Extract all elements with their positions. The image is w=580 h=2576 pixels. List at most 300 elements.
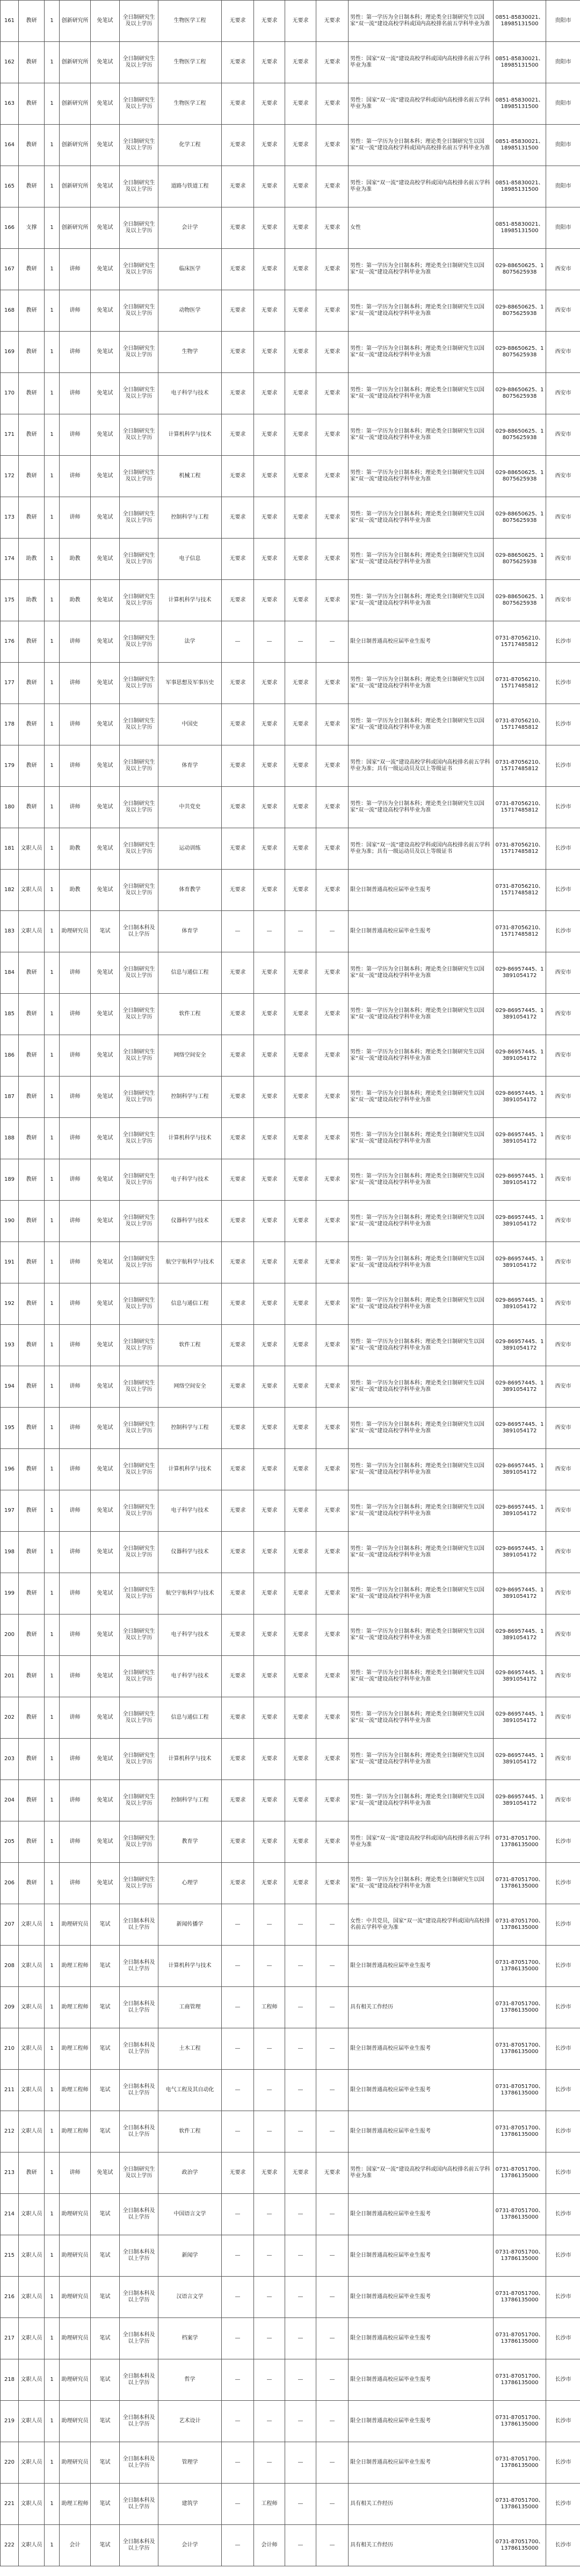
cell-count: 1 [45, 414, 60, 456]
cell-exam: 免笔试 [91, 1035, 120, 1077]
cell-no: 193 [1, 1325, 19, 1366]
cell-cat: 助理工程师 [60, 1987, 91, 2028]
cell-exam: 免笔试 [91, 745, 120, 787]
cell-req: 男性：第一学历为全日制本科；理论类全日制研究生以国家“双一流”建设高校学科毕业为准 [349, 332, 494, 373]
cell-exp: — [316, 2318, 349, 2359]
cell-title: 无要求 [254, 1490, 285, 1532]
cell-req: 男性：第一学历为全日制本科；理论类全日制研究生以国家“双一流”建设高校学科毕业为准 [349, 1283, 494, 1325]
cell-count: 1 [45, 1863, 60, 1904]
cell-exp: — [316, 2484, 349, 2525]
cell-cat: 讲师 [60, 1615, 91, 1656]
cell-place: 长沙市 [546, 870, 580, 911]
cell-cert: — [285, 2194, 316, 2235]
cell-cat: 讲师 [60, 1201, 91, 1242]
cell-place: 西安市 [546, 1159, 580, 1201]
cell-count: 1 [45, 1780, 60, 1821]
cell-major: 军事思想及军事历史 [158, 663, 222, 704]
cell-exam: 免笔试 [91, 952, 120, 994]
cell-major: 控制科学与工程 [158, 1408, 222, 1449]
cell-cert: — [285, 2401, 316, 2442]
cell-edu: 全日制研究生及以上学历 [120, 1863, 158, 1904]
cell-exp: 无要求 [316, 787, 349, 828]
cell-edu: 全日制本科及以上学历 [120, 2028, 158, 2070]
cell-cert: — [285, 1987, 316, 2028]
cell-post: 文职人员 [19, 1987, 45, 2028]
table-row [1, 1201, 580, 1242]
cell-no: 169 [1, 332, 19, 373]
cell-count: 1 [45, 1035, 60, 1077]
cell-cat: 讲师 [60, 1573, 91, 1615]
cell-major: 计算机科学与技术 [158, 1739, 222, 1780]
cell-cat: 创新研究所 [60, 42, 91, 83]
table-row [1, 125, 580, 166]
cell-cert: 无要求 [285, 1615, 316, 1656]
cell-title: — [254, 2277, 285, 2318]
cell-count: 1 [45, 1077, 60, 1118]
cell-exam: 笔试 [91, 2111, 120, 2152]
table-row [1, 745, 580, 787]
cell-exam: 免笔试 [91, 1697, 120, 1739]
cell-exp: 无要求 [316, 1201, 349, 1242]
cell-cat: 讲师 [60, 704, 91, 745]
cell-edu: 全日制研究生及以上学历 [120, 249, 158, 290]
cell-exp: 无要求 [316, 539, 349, 580]
cell-cat: 讲师 [60, 745, 91, 787]
cell-exam: 免笔试 [91, 1821, 120, 1863]
cell-title: 无要求 [254, 1780, 285, 1821]
cell-exam: 免笔试 [91, 1159, 120, 1201]
cell-cat: 讲师 [60, 1408, 91, 1449]
cell-age: 无要求 [222, 1159, 254, 1201]
cell-phone: 0731-87051700、13786135000 [494, 2318, 546, 2359]
cell-major: 运动训练 [158, 828, 222, 870]
cell-req: 限全日制普通高校应届毕业生报考 [349, 1946, 494, 1987]
cell-cat: 讲师 [60, 1077, 91, 1118]
cell-edu: 全日制研究生及以上学历 [120, 1697, 158, 1739]
cell-count: 1 [45, 704, 60, 745]
cell-cat: 创新研究所 [60, 207, 91, 249]
cell-title: 无要求 [254, 42, 285, 83]
cell-age: 无要求 [222, 1118, 254, 1159]
cell-exam: 免笔试 [91, 42, 120, 83]
cell-title: 无要求 [254, 1035, 285, 1077]
cell-exp: 无要求 [316, 83, 349, 125]
cell-exam: 免笔试 [91, 1366, 120, 1408]
cell-cert: 无要求 [285, 1863, 316, 1904]
cell-req: 男性：第一学历为全日制本科；理论类全日制研究生以国家“双一流”建设高校学科或国内高校排名前五学科毕业为准 [349, 1, 494, 42]
cell-place: 西安市 [546, 1035, 580, 1077]
cell-no: 221 [1, 2484, 19, 2525]
cell-place: 长沙市 [546, 2194, 580, 2235]
cell-no: 166 [1, 207, 19, 249]
cell-exam: 免笔试 [91, 994, 120, 1035]
cell-title: 无要求 [254, 1201, 285, 1242]
cell-major: 计算机科学与技术 [158, 414, 222, 456]
table-row [1, 1573, 580, 1615]
cell-count: 1 [45, 1490, 60, 1532]
cell-title: — [254, 2442, 285, 2484]
cell-exp: 无要求 [316, 1573, 349, 1615]
cell-title: — [254, 2318, 285, 2359]
cell-cat: 讲师 [60, 1490, 91, 1532]
cell-post: 教研 [19, 42, 45, 83]
cell-title: 无要求 [254, 994, 285, 1035]
cell-exp: — [316, 2525, 349, 2566]
cell-req: 男性：国家“双一流”建设高校学科或国内高校排名前五学科毕业为准 [349, 83, 494, 125]
cell-cat: 助理研究员 [60, 1904, 91, 1946]
cell-req: 男性：第一学历为全日制本科；理论类全日制研究生以国家“双一流”建设高校学科毕业为准 [349, 1573, 494, 1615]
table-row [1, 1077, 580, 1118]
cell-title: — [254, 1904, 285, 1946]
cell-place: 西安市 [546, 373, 580, 414]
cell-place: 贵阳市 [546, 42, 580, 83]
table-row [1, 1780, 580, 1821]
cell-age: 无要求 [222, 787, 254, 828]
cell-exp: 无要求 [316, 1, 349, 42]
table-row [1, 1987, 580, 2028]
table-row [1, 1904, 580, 1946]
cell-major: 哲学 [158, 2359, 222, 2401]
cell-phone: 0731-87051700、13786135000 [494, 2194, 546, 2235]
cell-title: 无要求 [254, 580, 285, 621]
cell-req: 限全日制普通高校应届毕业生报考 [349, 911, 494, 952]
cell-count: 1 [45, 1159, 60, 1201]
cell-place: 西安市 [546, 1366, 580, 1408]
cell-age: 无要求 [222, 42, 254, 83]
cell-count: 1 [45, 2442, 60, 2484]
cell-place: 长沙市 [546, 2401, 580, 2442]
table-row [1, 1490, 580, 1532]
cell-cert: 无要求 [285, 1366, 316, 1408]
cell-exp: 无要求 [316, 1780, 349, 1821]
cell-req: 限全日制普通高校应届毕业生报考 [349, 2111, 494, 2152]
cell-edu: 全日制研究生及以上学历 [120, 1449, 158, 1490]
cell-title: — [254, 2194, 285, 2235]
cell-age: — [222, 1946, 254, 1987]
cell-cert: 无要求 [285, 787, 316, 828]
cell-req: 男性：第一学历为全日制本科；理论类全日制研究生以国家“双一流”建设高校学科毕业为准 [349, 580, 494, 621]
table-row [1, 994, 580, 1035]
cell-exam: 免笔试 [91, 1780, 120, 1821]
cell-exam: 免笔试 [91, 1573, 120, 1615]
cell-title: 无要求 [254, 456, 285, 497]
cell-req: 女性：中共党员，国家“双一流”建设高校学科或国内高校排名前五学科毕业为准 [349, 1904, 494, 1946]
cell-exp: 无要求 [316, 2152, 349, 2194]
cell-cert: — [285, 2359, 316, 2401]
cell-exp: — [316, 2070, 349, 2111]
cell-no: 162 [1, 42, 19, 83]
cell-exp: — [316, 2028, 349, 2070]
cell-cert: — [285, 2484, 316, 2525]
cell-major: 电子科学与技术 [158, 373, 222, 414]
cell-exp: 无要求 [316, 207, 349, 249]
cell-age: 无要求 [222, 497, 254, 539]
cell-exam: 笔试 [91, 2442, 120, 2484]
cell-no: 220 [1, 2442, 19, 2484]
cell-cat: 助理研究员 [60, 2442, 91, 2484]
table-row [1, 2484, 580, 2525]
cell-title: 会计师 [254, 2525, 285, 2566]
cell-exam: 免笔试 [91, 828, 120, 870]
cell-exp: 无要求 [316, 497, 349, 539]
cell-phone: 0731-87051700、13786135000 [494, 1863, 546, 1904]
cell-count: 1 [45, 911, 60, 952]
table-row [1, 1697, 580, 1739]
cell-major: 电子信息 [158, 539, 222, 580]
cell-req: 限全日制普通高校应届毕业生报考 [349, 2194, 494, 2235]
cell-title: 无要求 [254, 2152, 285, 2194]
cell-phone: 029-86957445、13891054172 [494, 994, 546, 1035]
cell-cert: 无要求 [285, 166, 316, 207]
cell-major: 仪器科学与技术 [158, 1532, 222, 1573]
cell-exp: 无要求 [316, 1159, 349, 1201]
cell-no: 178 [1, 704, 19, 745]
table-row [1, 1863, 580, 1904]
cell-post: 文职人员 [19, 1946, 45, 1987]
cell-exam: 笔试 [91, 2277, 120, 2318]
cell-cat: 助理工程师 [60, 2111, 91, 2152]
cell-major: 体育教学 [158, 870, 222, 911]
cell-post: 教研 [19, 166, 45, 207]
cell-age: 无要求 [222, 539, 254, 580]
cell-edu: 全日制研究生及以上学历 [120, 1325, 158, 1366]
cell-major: 新闻传播学 [158, 1904, 222, 1946]
cell-age: 无要求 [222, 1615, 254, 1656]
cell-exp: 无要求 [316, 580, 349, 621]
cell-exam: 笔试 [91, 2401, 120, 2442]
cell-place: 西安市 [546, 1283, 580, 1325]
cell-post: 教研 [19, 497, 45, 539]
cell-count: 1 [45, 125, 60, 166]
cell-place: 西安市 [546, 952, 580, 994]
cell-phone: 029-86957445、13891054172 [494, 1615, 546, 1656]
cell-count: 1 [45, 994, 60, 1035]
cell-major: 电子科学与技术 [158, 1490, 222, 1532]
cell-title: — [254, 2235, 285, 2277]
cell-cat: 讲师 [60, 249, 91, 290]
cell-count: 1 [45, 663, 60, 704]
table-row [1, 207, 580, 249]
cell-place: 西安市 [546, 1615, 580, 1656]
cell-post: 文职人员 [19, 2318, 45, 2359]
cell-req: 限全日制普通高校应届毕业生报考 [349, 2235, 494, 2277]
cell-cat: 创新研究所 [60, 166, 91, 207]
table-row [1, 373, 580, 414]
cell-cat: 讲师 [60, 456, 91, 497]
cell-no: 215 [1, 2235, 19, 2277]
table-row [1, 2152, 580, 2194]
table-row [1, 166, 580, 207]
table-row [1, 1532, 580, 1573]
cell-place: 西安市 [546, 332, 580, 373]
cell-phone: 0731-87051700、13786135000 [494, 2235, 546, 2277]
cell-count: 1 [45, 1, 60, 42]
cell-major: 体育学 [158, 745, 222, 787]
cell-edu: 全日制研究生及以上学历 [120, 414, 158, 456]
cell-major: 生物医学工程 [158, 1, 222, 42]
cell-edu: 全日制研究生及以上学历 [120, 1615, 158, 1656]
cell-req: 男性：第一学历为全日制本科；理论类全日制研究生以国家“双一流”建设高校学科毕业为准 [349, 1408, 494, 1449]
cell-title: 无要求 [254, 83, 285, 125]
cell-age: 无要求 [222, 1490, 254, 1532]
cell-age: 无要求 [222, 1739, 254, 1780]
cell-no: 183 [1, 911, 19, 952]
cell-edu: 全日制研究生及以上学历 [120, 207, 158, 249]
cell-exam: 免笔试 [91, 456, 120, 497]
cell-cat: 助教 [60, 828, 91, 870]
cell-cat: 助理工程师 [60, 2484, 91, 2525]
cell-age: — [222, 2359, 254, 2401]
cell-phone: 029-86957445、13891054172 [494, 1449, 546, 1490]
cell-post: 教研 [19, 1, 45, 42]
cell-phone: 029-86957445、13891054172 [494, 1325, 546, 1366]
cell-cert: 无要求 [285, 249, 316, 290]
table-row [1, 456, 580, 497]
cell-edu: 全日制研究生及以上学历 [120, 1532, 158, 1573]
cell-cert: — [285, 2235, 316, 2277]
cell-req: 男性：第一学历为全日制本科；理论类全日制研究生以国家“双一流”建设高校学科毕业为准 [349, 1532, 494, 1573]
cell-req: 男性：第一学历为全日制本科；理论类全日制研究生以国家“双一流”建设高校学科毕业为准 [349, 1863, 494, 1904]
cell-cat: 创新研究所 [60, 83, 91, 125]
cell-edu: 全日制研究生及以上学历 [120, 539, 158, 580]
table-row [1, 2525, 580, 2566]
cell-exp: 无要求 [316, 1656, 349, 1697]
table-body [1, 1, 580, 2566]
cell-place: 西安市 [546, 1739, 580, 1780]
cell-cert: 无要求 [285, 952, 316, 994]
cell-exp: 无要求 [316, 1118, 349, 1159]
table-row [1, 787, 580, 828]
cell-post: 文职人员 [19, 2070, 45, 2111]
cell-major: 软件工程 [158, 2111, 222, 2152]
cell-cert: — [285, 1904, 316, 1946]
cell-place: 长沙市 [546, 1904, 580, 1946]
cell-req: 限全日制普通高校应届毕业生报考 [349, 621, 494, 663]
cell-age: 无要求 [222, 125, 254, 166]
cell-major: 信息与通信工程 [158, 1697, 222, 1739]
cell-exam: 免笔试 [91, 1863, 120, 1904]
cell-no: 184 [1, 952, 19, 994]
cell-cat: 讲师 [60, 787, 91, 828]
cell-exam: 笔试 [91, 2318, 120, 2359]
table-row [1, 83, 580, 125]
table-row [1, 2401, 580, 2442]
cell-major: 管理学 [158, 2442, 222, 2484]
cell-phone: 0851-85830021、18985131500 [494, 83, 546, 125]
cell-req: 限全日制普通高校应届毕业生报考 [349, 2028, 494, 2070]
cell-count: 1 [45, 2359, 60, 2401]
cell-edu: 全日制研究生及以上学历 [120, 1118, 158, 1159]
cell-place: 西安市 [546, 539, 580, 580]
cell-cert: 无要求 [285, 497, 316, 539]
table-row [1, 497, 580, 539]
cell-exam: 免笔试 [91, 787, 120, 828]
cell-exp: 无要求 [316, 745, 349, 787]
cell-req: 男性：第一学历为全日制本科；理论类全日制研究生以国家“双一流”建设高校学科毕业为准 [349, 787, 494, 828]
cell-age: 无要求 [222, 1656, 254, 1697]
cell-exam: 免笔试 [91, 1408, 120, 1449]
cell-post: 教研 [19, 745, 45, 787]
cell-age: 无要求 [222, 456, 254, 497]
cell-no: 207 [1, 1904, 19, 1946]
cell-cert: — [285, 2111, 316, 2152]
cell-exp: 无要求 [316, 1532, 349, 1573]
table-row [1, 1408, 580, 1449]
cell-exp: 无要求 [316, 1863, 349, 1904]
cell-title: — [254, 2359, 285, 2401]
cell-cat: 助理研究员 [60, 2359, 91, 2401]
cell-cert: 无要求 [285, 1283, 316, 1325]
cell-no: 188 [1, 1118, 19, 1159]
cell-cert: 无要求 [285, 663, 316, 704]
cell-phone: 0731-87051700、13786135000 [494, 2111, 546, 2152]
cell-cat: 助理研究员 [60, 2277, 91, 2318]
cell-edu: 全日制本科及以上学历 [120, 1987, 158, 2028]
cell-phone: 029-88650625、18075625938 [494, 332, 546, 373]
cell-edu: 全日制研究生及以上学历 [120, 332, 158, 373]
cell-cert: — [285, 1946, 316, 1987]
cell-count: 1 [45, 1904, 60, 1946]
cell-edu: 全日制研究生及以上学历 [120, 952, 158, 994]
cell-edu: 全日制研究生及以上学历 [120, 1573, 158, 1615]
cell-age: 无要求 [222, 1201, 254, 1242]
cell-edu: 全日制本科及以上学历 [120, 911, 158, 952]
cell-edu: 全日制本科及以上学历 [120, 1946, 158, 1987]
cell-place: 西安市 [546, 1201, 580, 1242]
cell-count: 1 [45, 332, 60, 373]
cell-req: 限全日制普通高校应届毕业生报考 [349, 2359, 494, 2401]
cell-major: 会计学 [158, 207, 222, 249]
cell-title: 无要求 [254, 1077, 285, 1118]
cell-place: 长沙市 [546, 2277, 580, 2318]
cell-cert: 无要求 [285, 414, 316, 456]
cell-place: 长沙市 [546, 2028, 580, 2070]
cell-edu: 全日制研究生及以上学历 [120, 1739, 158, 1780]
table-row [1, 2028, 580, 2070]
cell-age: 无要求 [222, 1077, 254, 1118]
cell-phone: 0731-87051700、13786135000 [494, 2484, 546, 2525]
cell-post: 教研 [19, 1449, 45, 1490]
cell-post: 教研 [19, 1035, 45, 1077]
cell-count: 1 [45, 580, 60, 621]
cell-no: 185 [1, 994, 19, 1035]
cell-post: 教研 [19, 1490, 45, 1532]
cell-post: 教研 [19, 663, 45, 704]
cell-age: 无要求 [222, 1863, 254, 1904]
cell-cat: 助理研究员 [60, 2194, 91, 2235]
cell-phone: 0731-87051700、13786135000 [494, 2442, 546, 2484]
cell-exp: 无要求 [316, 952, 349, 994]
cell-no: 192 [1, 1283, 19, 1325]
table-row [1, 828, 580, 870]
cell-post: 教研 [19, 456, 45, 497]
cell-age: 无要求 [222, 1821, 254, 1863]
cell-edu: 全日制本科及以上学历 [120, 2442, 158, 2484]
cell-exp: 无要求 [316, 870, 349, 911]
cell-no: 210 [1, 2028, 19, 2070]
table-row [1, 2277, 580, 2318]
cell-phone: 0731-87051700、13786135000 [494, 2028, 546, 2070]
cell-phone: 0731-87051700、13786135000 [494, 1946, 546, 1987]
cell-major: 汉语言文学 [158, 2277, 222, 2318]
cell-phone: 029-88650625、18075625938 [494, 456, 546, 497]
cell-post: 教研 [19, 1656, 45, 1697]
cell-count: 1 [45, 2111, 60, 2152]
cell-major: 软件工程 [158, 994, 222, 1035]
cell-edu: 全日制研究生及以上学历 [120, 83, 158, 125]
cell-place: 西安市 [546, 1656, 580, 1697]
cell-major: 道路与铁道工程 [158, 166, 222, 207]
